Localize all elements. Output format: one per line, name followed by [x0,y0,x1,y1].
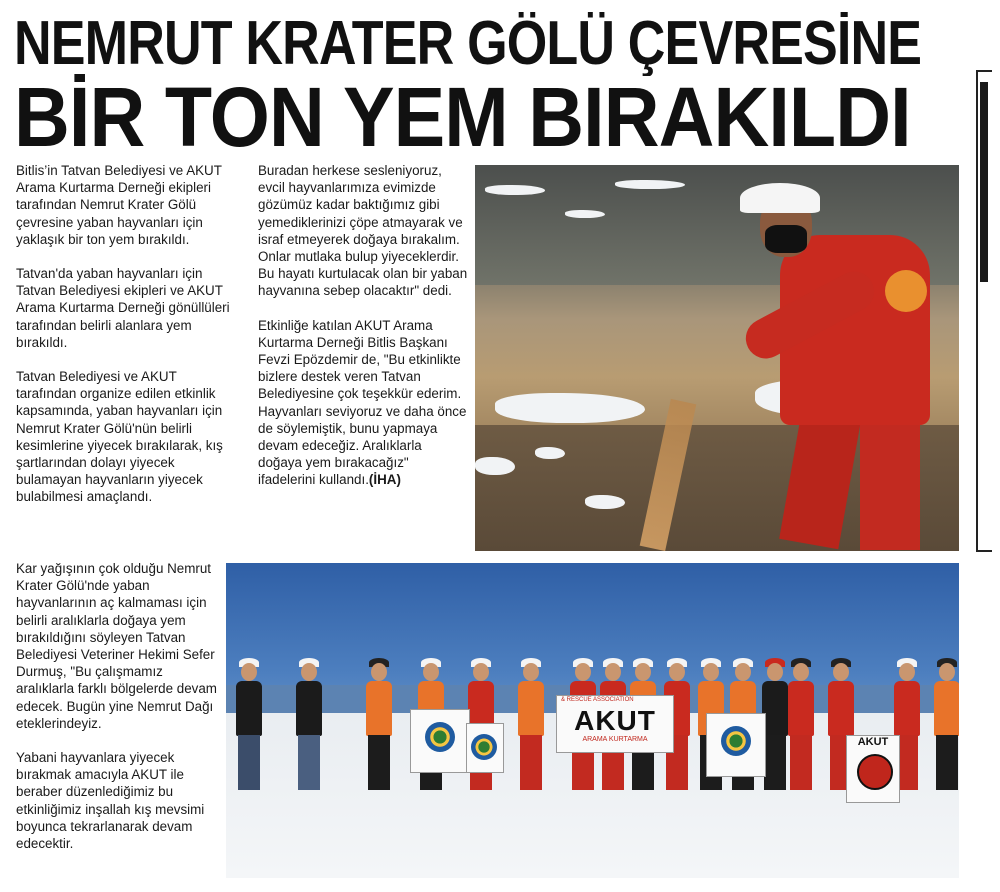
group-member [234,663,264,793]
akut-volunteer [720,195,959,551]
banner-subtitle: ARAMA KURTARMA [582,736,648,743]
snow-patch [485,185,545,195]
sleeve-patch [885,270,927,312]
municipality-banner [410,709,470,773]
group-member [294,663,324,793]
snow-patch [535,447,565,459]
photo-worker-spreading-feed [475,165,959,551]
banner-akut-logo-text: AKUT [574,705,656,736]
edge-bar-block [980,82,988,282]
white-cap [740,183,820,213]
news-agency-credit: (İHA) [368,472,401,488]
snow-patch [615,180,685,189]
paragraph: Kar yağışının çok olduğu Nemrut Krater Gölü'nde yaban hayvanlarının aç kalmaması için belirli aralıklarla doğaya yem bırakıldığını söyleyen Tatvan Belediyesi Veteriner Hekimi Sefer Durmuş, "Bu çalışmamız aralıklarla farklı bölgelerde devam edecek. Bugün yine Nemrut Dağı eteklerindeyiz. [16,561,217,731]
akut-emblem [857,754,893,790]
paragraph-text: Etkinliğe katılan AKUT Arama Kurtarma Derneği Bitlis Başkanı Fevzi Epözdemir de, "Bu etkinlikte bizlere destek veren Tatvan Belediyesine çok teşekkür ederim. Hayvanları seviyoruz ve daha önce de söylemiştik, bunu yapmaya devam edeceğiz. Aralıklarla doğaya yem bırakacağız" ifadelerini kullandı. [258,317,467,488]
paragraph [258,317,468,489]
article-column-1-continued [16,560,222,869]
paragraph: Tatvan'da yaban hayvanları için Tatvan Belediyesi ekipleri ve AKUT Arama Kurtarma Derneği gönüllüleri tarafından belirli alanlara yem bırakıldı. [16,266,230,350]
paragraph: Tatvan Belediyesi ve AKUT tarafından organize edilen etkinlik kapsamında, yaban hayvanları için Nemrut Krater Gölü'nün belirli kesimlerine yiyecek bırakılarak, kış şartlarından dolayı yiyecek bulamayan hayvanların yiyecek bulabilmesi amaçlandı. [16,369,223,505]
municipality-logo [471,734,497,760]
banner-association-text: & RESCUE ASSOCIATION [561,697,634,703]
municipality-logo [425,722,455,752]
headline-line-2: BİR TON YEM BIRAKILDI [14,74,911,160]
municipality-logo [721,726,751,756]
photo-group-at-crater-lake [226,563,959,878]
akut-banner [556,695,674,753]
article-column-1 [16,162,236,523]
municipality-banner-2 [706,713,766,777]
akut-sign [846,735,900,803]
snow-patch [475,457,515,475]
paragraph: Yabani hayvanlara yiyecek bırakmak amacıyla AKUT ile beraber düzenlediğimiz bu etkinliğimiz inşallah kış mevsimi boyunca tekrarlanarak devam edecektir. [16,750,205,852]
headline-line-1: NEMRUT KRATER GÖLÜ ÇEVRESİNE [14,12,922,76]
page-edge-bar [976,70,992,552]
group-member [786,663,816,793]
snow-patch [585,495,625,509]
paragraph: Buradan herkese sesleniyoruz, evcil hayvanlarımıza evimizde gözümüz kadar baktığımız gibi yemediklerinizi çöpe atmayarak ve israf etmeyerek doğaya bırakalım. Onlar mutlaka bulup yiyeceklerdir. Bu hayatı kurtulacak olan bir yaban hayvanına sebep olacaktır" dedi. [258,163,468,299]
akut-sign-label: AKUT [857,736,889,748]
article-column-2 [258,162,468,506]
small-logo-banner [466,723,504,773]
group-member [516,663,546,793]
group-member [932,663,959,793]
snow-patch [495,393,645,423]
group-member [364,663,394,793]
paragraph: Bitlis’in Tatvan Belediyesi ve AKUT Arama Kurtarma Derneği ekipleri tarafından Nemrut Krater Gölü çevresine yaban hayvanları için yaklaşık bir ton yem bırakıldı. [16,163,222,247]
snow-patch [565,210,605,218]
face-mask [765,225,807,253]
